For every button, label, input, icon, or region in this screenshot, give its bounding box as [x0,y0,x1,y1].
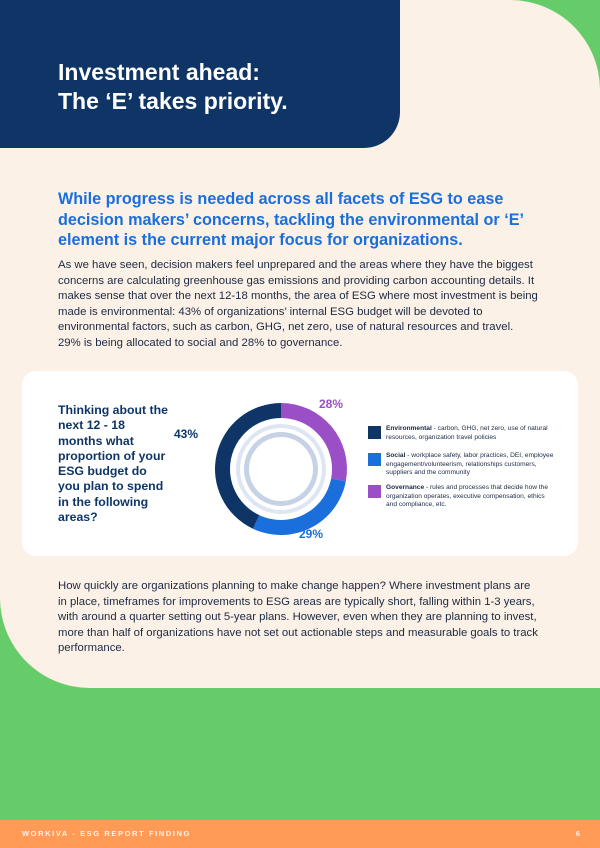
legend-swatch-governance [368,485,381,498]
label-environmental: 43% [174,427,199,441]
page-title-line-1: Investment ahead: [58,59,260,85]
page-number: 6 [575,829,580,838]
donut-center [249,437,313,501]
chart-card [22,371,578,556]
legend-desc-governance: - rules and processes that decide how the organization operates, executive compensation, ethics and compliance, etc. [386,484,549,509]
legend-name-governance: Governance [386,484,425,491]
legend-name-environmental: Environmental [386,425,432,432]
legend-item-social [368,452,554,478]
legend-swatch-social [368,453,381,466]
page-title-line-2: The ‘E’ takes priority. [58,88,288,114]
label-governance: 28% [319,397,344,411]
footer-label: WORKIVA - ESG REPORT FINDING [22,829,191,838]
header-band [0,0,400,148]
label-social: 29% [299,527,324,541]
page-title [58,58,288,116]
legend-item-governance [368,484,554,510]
legend-desc-social: - workplace safety, labor practices, DEI, employee engagement/volunteerism, relationships customers, suppliers and the community [386,452,554,477]
legend-desc-environmental: - carbon, GHG, net zero, use of natural resources, organization travel policies [386,425,548,441]
legend-name-social: Social [386,452,406,459]
legend-item-environmental [368,425,554,442]
closing-paragraph: How quickly are organizations planning to make change happen? Where investment plans are in place, timeframes for improvements to ESG areas are typically short, falling within 1-3 years, with around a quarter setting out 5-year plans. However, even when they are planning to invest, more than half of organizations have not set out actionable steps and measurable goals to track performance. [58,580,538,654]
donut-chart [197,391,367,541]
lead-paragraph: While progress is needed across all facets of ESG to ease decision makers’ concerns, tackling the environmental or ‘E’ element is the current major focus for organizations. [58,190,524,249]
legend-swatch-environmental [368,426,381,439]
intro-paragraph: As we have seen, decision makers feel unprepared and the areas where they have the biggest concerns are calculating greenhouse gas emissions and providing carbon accounting details. It makes sense that over the next 12-18 months, the area of ESG where most investment is being made is environmental: 43% of organizations’ internal ESG budget will be devoted to environmental factors, such as carbon, GHG, net zero, use of natural resources and travel. 29% is being allocated to social and 28% to governance. [58,259,538,349]
footer-bar [0,820,600,848]
chart-question: Thinking about the next 12 - 18 months what proportion of your ESG budget do you plan to spend in the following areas? [58,403,168,525]
